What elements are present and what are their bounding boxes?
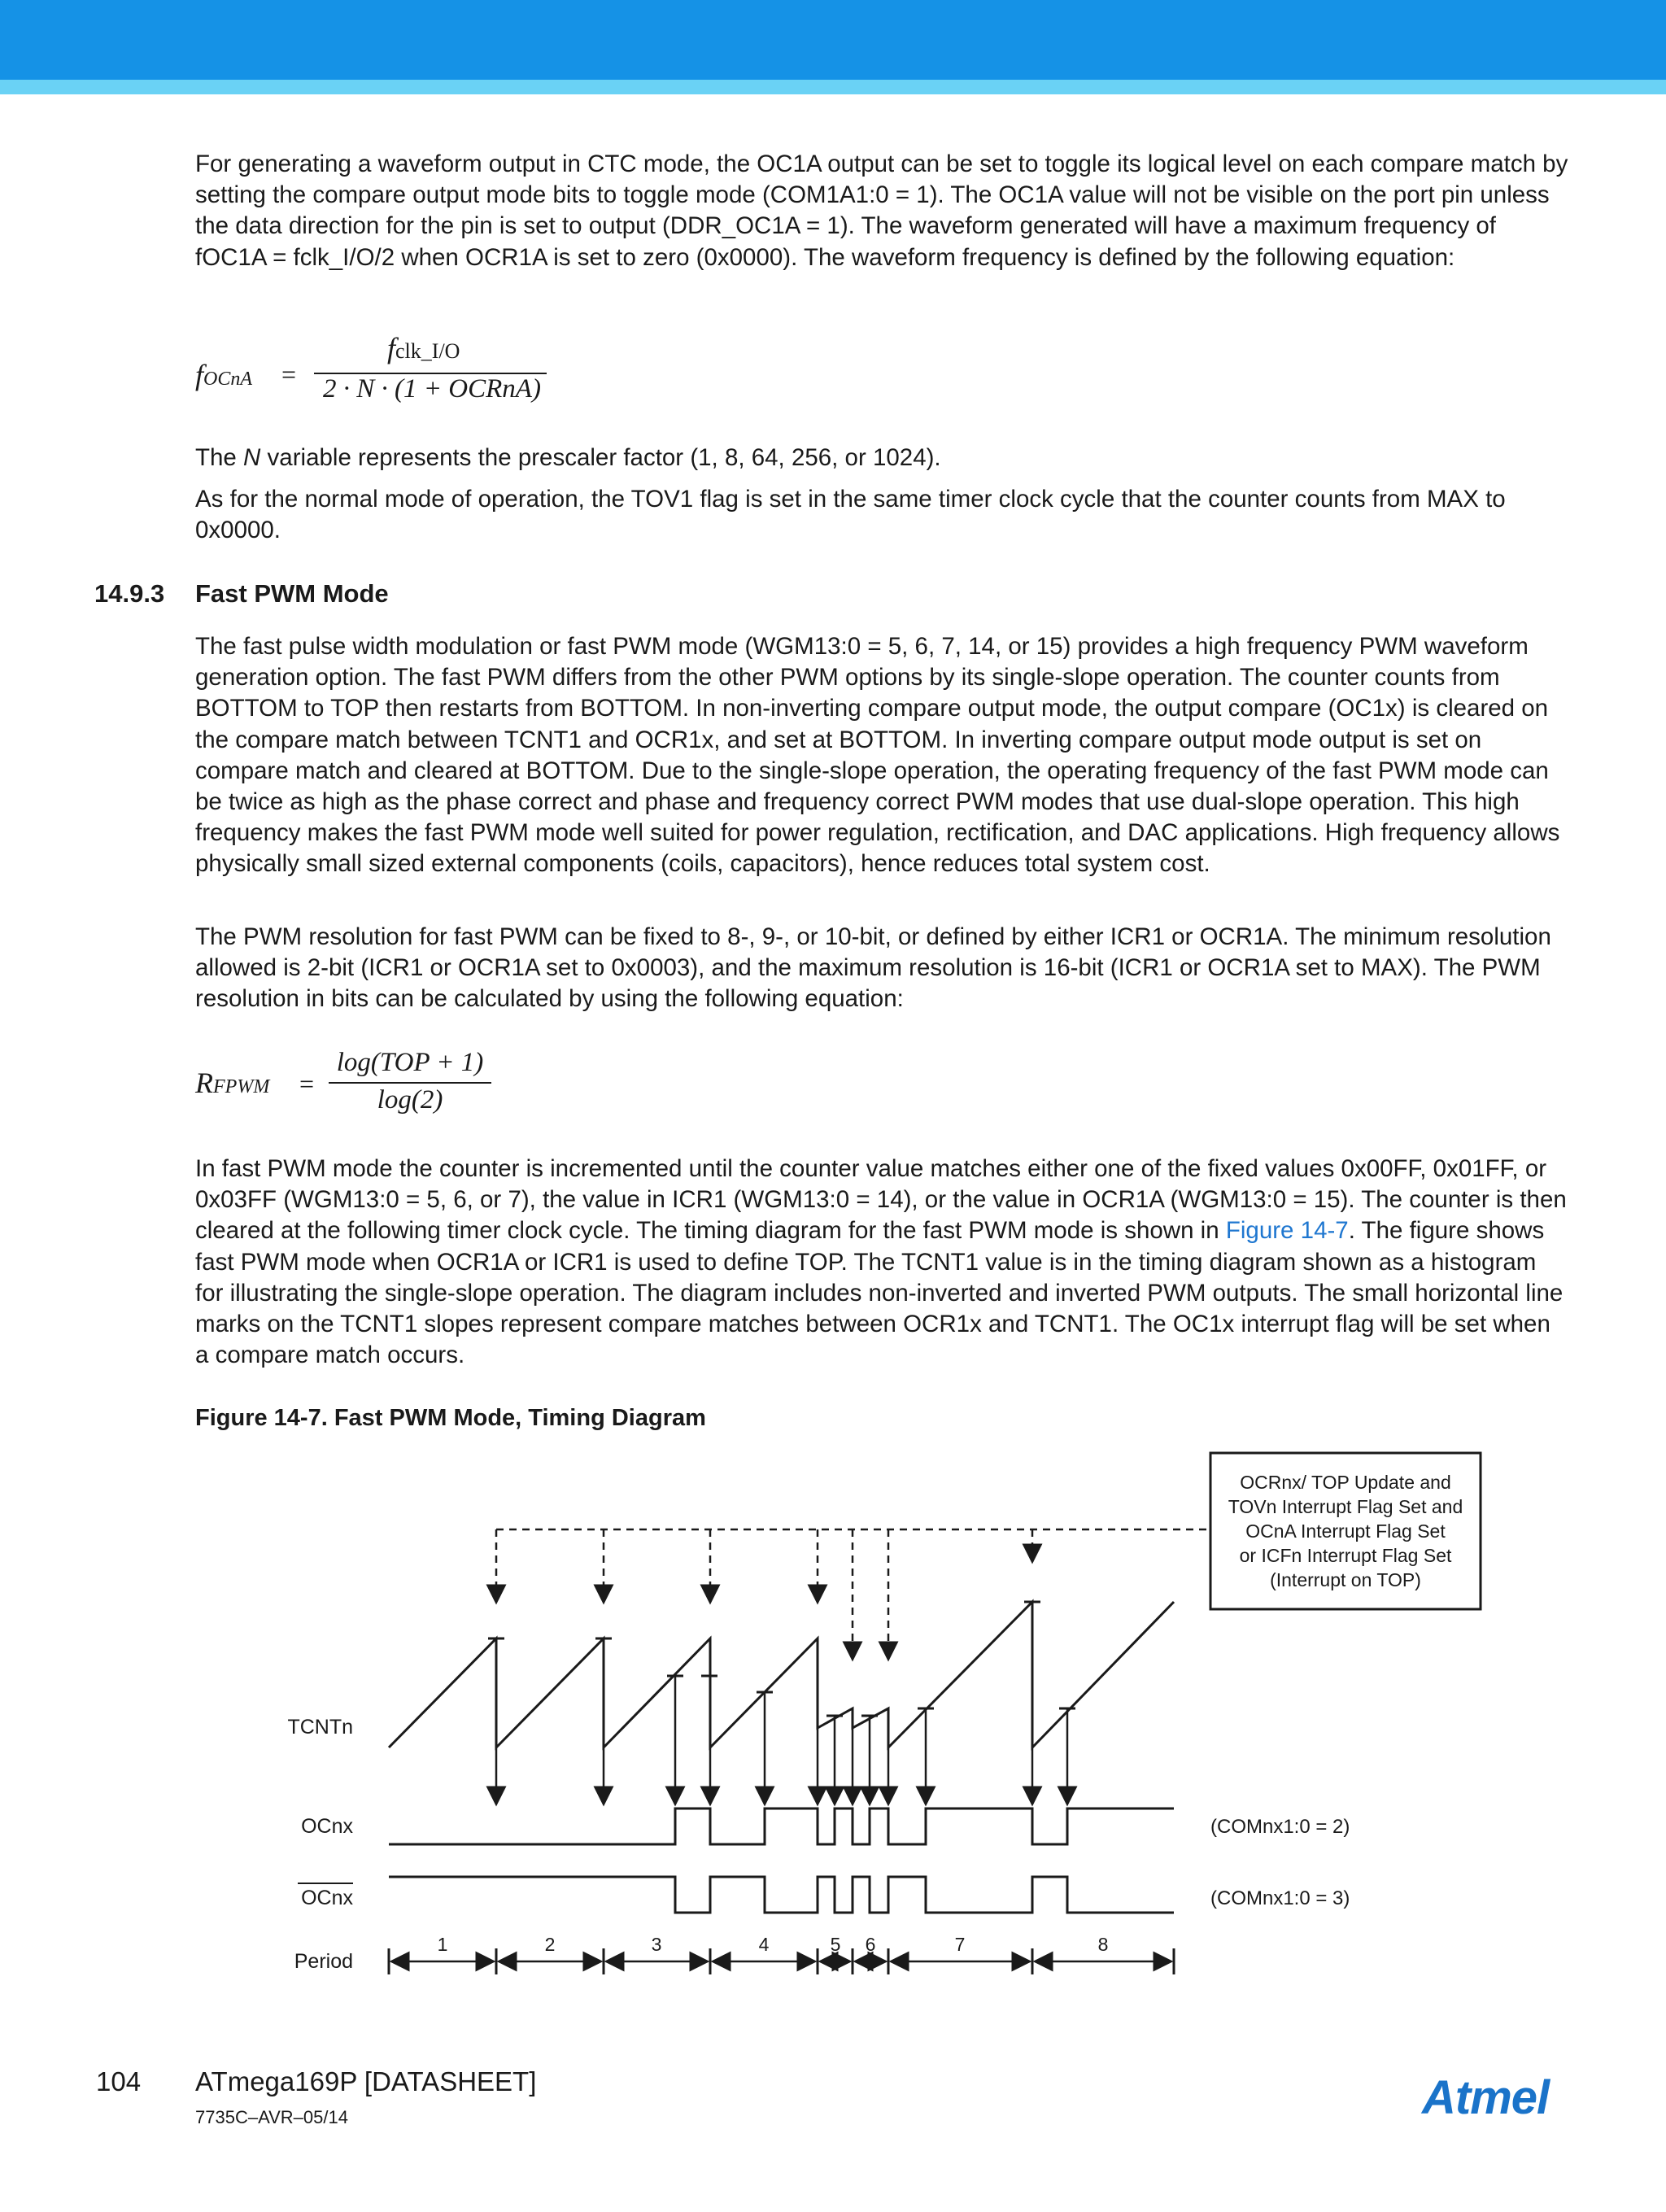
compare-match-marks xyxy=(488,1602,1075,1716)
figure-link[interactable]: Figure 14-7 xyxy=(1225,1217,1349,1245)
intro-paragraph-1: For generating a waveform output in CTC mode, the OC1A output can be set to toggle its logical level on each compare match by setting the compare output mode bits to toggle mode (COM1A1:0 = 1). The OC1A value will not be visible on the port pin unless the data direction for the pin is set to output (DDR_OC1A = 1). The waveform generated will have a maximum frequency of fOC1A = fclk_I/O/2 when OCR1A is set to zero (0x0000). The waveform frequency is defined by the following equation: xyxy=(195,151,1568,271)
period-label-7: 7 xyxy=(954,1934,966,1955)
section-number: 14.9.3 xyxy=(94,579,165,608)
period-label-6: 6 xyxy=(865,1934,876,1955)
label-ocnx: OCnx xyxy=(301,1815,353,1838)
label-ocnx-inverted: OCnx xyxy=(301,1887,353,1909)
figure-caption: Figure 14-7. Fast PWM Mode, Timing Diagram xyxy=(195,1405,706,1431)
ocnx-waveform xyxy=(389,1808,1174,1844)
period-label-2: 2 xyxy=(544,1934,556,1955)
period-label-8: 8 xyxy=(1097,1934,1109,1955)
section-paragraph-2: The PWM resolution for fast PWM can be fixed to 8-, 9-, or 10-bit, or defined by either ICR1 or OCR1A. The minimum resolution allowed is 2-bit (ICR1 or OCR1A set to 0x0003), and the maximum resolution is 16-bit (ICR1 or OCR1A set to MAX). The PWM resolution in bits can be calculated by using the following equation: xyxy=(195,923,1551,1013)
label-period: Period xyxy=(294,1950,353,1973)
doc-title: ATmega169P [DATASHEET] xyxy=(195,2066,537,2096)
mode-inverted: (COMnx1:0 = 3) xyxy=(1210,1887,1350,1909)
atmel-logo: Atmel xyxy=(1422,2071,1550,2124)
label-tcnt: TCNTn xyxy=(287,1716,353,1739)
tcnt-waveform xyxy=(389,1602,1174,1747)
page-number: 104 xyxy=(96,2066,142,2096)
section-paragraph-1: The fast pulse width modulation or fast PWM mode (WGM13:0 = 5, 6, 7, 14, or 15) provides a high frequency PWM waveform generation option. The fast PWM differs from the other PWM options by its single-slope operation. The counter counts from BOTTOM to TOP then restarts from BOTTOM. In non-inverting compare output mode, the output compare (OC1x) is cleared on the compare match between TCNT1 and OCR1x, and set at BOTTOM. In inverting compare output mode output is set on compare match and cleared at BOTTOM. Due to the single-slope operation, the operating frequency of the fast PWM mode can be twice as high as the phase correct and phase and frequency correct PWM modes that use dual-slope operation. This high frequency makes the fast PWM mode well suited for power regulation, rectification, and DAC applications. High frequency allows physically small sized external components (coils, capacitors), hence reduces total system cost. xyxy=(195,633,1560,878)
intro-paragraph-3: As for the normal mode of operation, the TOV1 flag is set in the same timer clock cycle that the counter counts from MAX to 0x0000. xyxy=(195,486,1506,544)
period-label-3: 3 xyxy=(651,1934,662,1955)
legend-line-1: OCRnx/ TOP Update and xyxy=(1240,1472,1451,1493)
legend-line-4: or ICFn Interrupt Flag Set xyxy=(1239,1545,1452,1566)
compare-arrows xyxy=(496,1602,1067,1804)
period-label-4: 4 xyxy=(758,1934,770,1955)
legend-line-3: OCnA Interrupt Flag Set xyxy=(1245,1520,1446,1542)
legend-line-2: TOVn Interrupt Flag Set and xyxy=(1228,1496,1463,1517)
legend-box xyxy=(1210,1453,1481,1609)
intro-paragraph-2: The N variable represents the prescaler factor (1, 8, 64, 256, or 1024). xyxy=(195,444,941,471)
legend-line-5: (Interrupt on TOP) xyxy=(1270,1569,1421,1590)
doc-code: 7735C–AVR–05/14 xyxy=(195,2107,348,2127)
section-title: Fast PWM Mode xyxy=(195,579,389,608)
mode-noninverted: (COMnx1:0 = 2) xyxy=(1210,1816,1350,1838)
period-label-1: 1 xyxy=(437,1934,448,1955)
period-label-5: 5 xyxy=(830,1934,841,1955)
ocnx-inverted-waveform xyxy=(389,1877,1174,1913)
section-paragraph-3: In fast PWM mode the counter is incremented until the counter value matches either one of the fixed values 0x00FF, 0x01FF, or 0x03FF (WGM13:0 = 5, 6, or 7), the value in ICR1 (WGM13:0 = 14), or the value in OCR1A (WGM13:0 = 15). The counter is then cleared at the following timer clock cycle. The timing diagram for the fast PWM mode is shown in Figure 14-7. The figure shows fast PWM mode when OCR1A or ICR1 is used to define TOP. The TCNT1 value is in the timing diagram shown as a histogram for illustrating the single-slope operation. The diagram includes non-inverted and inverted PWM outputs. The small horizontal line marks on the TCNT1 slopes represent compare matches between OCR1x and TCNT1. The OC1x interrupt flag will be set when a compare match occurs. xyxy=(195,1155,1567,1369)
